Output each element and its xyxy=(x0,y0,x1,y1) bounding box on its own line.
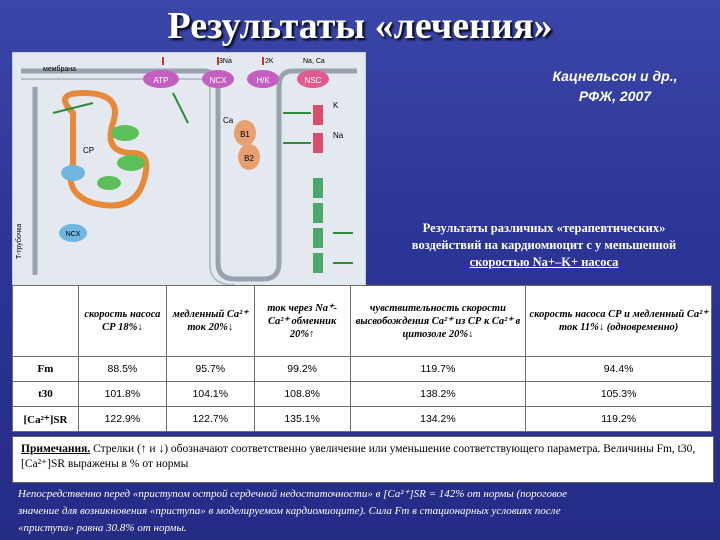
table-header-row xyxy=(13,286,712,357)
table-cell: 135.1% xyxy=(254,407,350,432)
caption-line-3-pre: скоростью xyxy=(469,255,533,269)
hk-pump-icon xyxy=(247,70,279,88)
table-header-cell: скорость насоса СР и медленный Ca²⁺ ток 11%↓ (одновременно) xyxy=(526,286,712,357)
author-line-1: Кацнельсон и др., xyxy=(552,68,678,84)
svg-text:3Na: 3Na xyxy=(219,58,232,65)
slide-title: Результаты «лечения» xyxy=(167,5,553,47)
table-cell: 104.1% xyxy=(166,382,254,407)
b1-icon xyxy=(234,120,256,146)
svg-text:NCX: NCX xyxy=(65,231,81,238)
table-cell: 119.7% xyxy=(350,357,526,382)
table-cell: 105.3% xyxy=(526,382,712,407)
ncx-left-icon xyxy=(59,224,87,242)
table-cell: 108.8% xyxy=(254,382,350,407)
caption-line-3-underlined: Na+–K+ насоса xyxy=(532,255,619,269)
cardiomyocyte-diagram xyxy=(12,52,366,286)
table-header-cell: скорость насоса СР 18%↓ xyxy=(78,286,166,357)
svg-text:мембрана: мембрана xyxy=(43,66,76,73)
svg-text:H/K: H/K xyxy=(256,76,270,85)
notes-label: Примечания. xyxy=(21,443,91,455)
table-cell: 99.2% xyxy=(254,357,350,382)
results-table xyxy=(12,285,712,432)
table-header-cell: медленный Ca²⁺ ток 20%↓ xyxy=(166,286,254,357)
bottom-line-3: «приступа» равна 30.8% от нормы. xyxy=(18,522,187,534)
caption-line-1: Результаты различных «терапевтических» xyxy=(422,221,666,235)
b2-icon xyxy=(238,144,260,170)
atp-pump-icon xyxy=(143,70,179,88)
table-row xyxy=(13,357,712,382)
author-line-2: РФЖ, 2007 xyxy=(578,88,652,104)
svg-text:2K: 2K xyxy=(265,58,274,65)
svg-text:Na: Na xyxy=(333,131,344,140)
table-row-label: [Ca²⁺]SR xyxy=(13,407,79,432)
table-cell: 134.2% xyxy=(350,407,526,432)
table-caption xyxy=(376,220,712,271)
table-cell: 122.7% xyxy=(166,407,254,432)
table-header-cell: чувствительность скорости высвобождения Ca²⁺ из СР к Ca²⁺ в цитозоле 20%↓ xyxy=(350,286,526,357)
caption-line-2: воздействий на кардиомиоцит с у меньшенной xyxy=(411,238,677,252)
bottom-paragraph xyxy=(18,486,708,537)
cardiomyocyte-diagram-svg xyxy=(13,53,365,285)
table-row-label: t30 xyxy=(13,382,79,407)
author-reference xyxy=(530,66,700,106)
svg-text:NCX: NCX xyxy=(209,76,227,85)
table-cell: 119.2% xyxy=(526,407,712,432)
svg-text:K: K xyxy=(333,101,339,110)
table-cell: 101.8% xyxy=(78,382,166,407)
table-cell: 94.4% xyxy=(526,357,712,382)
ncx-pump-icon xyxy=(202,70,234,88)
table-row xyxy=(13,407,712,432)
table-row-label: Fm xyxy=(13,357,79,382)
svg-text:B1: B1 xyxy=(240,130,250,139)
table-cell: 122.9% xyxy=(78,407,166,432)
svg-text:NSC: NSC xyxy=(304,76,322,85)
right-channels-icon xyxy=(313,105,323,273)
table-header-cell: ток через Na⁺-Ca²⁺ обменник 20%↑ xyxy=(254,286,350,357)
svg-text:ATP: ATP xyxy=(153,76,169,85)
table-cell: 138.2% xyxy=(350,382,526,407)
svg-text:Na, Ca: Na, Ca xyxy=(303,58,325,65)
bottom-line-1: Непосредственно перед «приступом острой сердечной недостаточности» в [Ca²⁺]SR = 142% от нормы (пороговое xyxy=(18,488,567,500)
svg-text:B2: B2 xyxy=(244,154,254,163)
bottom-line-2: значение для возникновения «приступа» в моделируемом кардиомиоците). Сила Fm в стационарных условиях после xyxy=(18,505,561,517)
svg-text:T-трубочка: T-трубочка xyxy=(16,223,23,259)
notes-box xyxy=(12,436,714,483)
table-row xyxy=(13,382,712,407)
caption-line-3 xyxy=(376,254,712,271)
notes-text: Стрелки (↑ и ↓) обозначают соответственно увеличение или уменьшение соответствующего параметра. Величины Fm, t30, [Ca²⁺]SR выражены в % от нормы xyxy=(21,443,696,470)
table-cell: 95.7% xyxy=(166,357,254,382)
table-header-cell xyxy=(13,286,79,357)
nsc-channel-icon xyxy=(297,70,329,88)
table-cell: 88.5% xyxy=(78,357,166,382)
svg-text:СР: СР xyxy=(83,146,95,155)
svg-text:Ca: Ca xyxy=(223,116,234,125)
